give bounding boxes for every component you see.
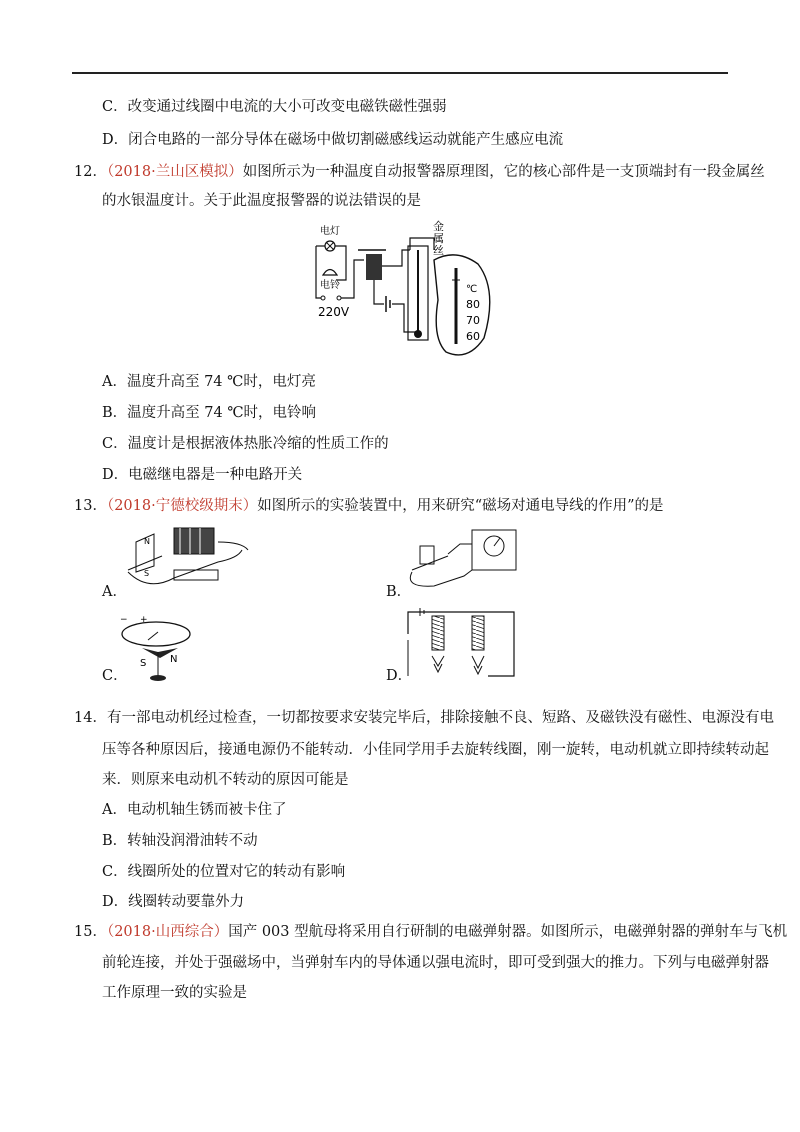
q13-label-a: A．	[102, 584, 127, 600]
svg-text:N: N	[170, 654, 178, 665]
q15-source: （2018·山西综合）	[106, 924, 229, 940]
svg-text:−: −	[120, 615, 128, 625]
tick-70: 70	[466, 314, 480, 327]
q14-option-c: C．线圈所处的位置对它的转动有影响	[102, 864, 346, 880]
q13-label-d: D．	[386, 668, 413, 684]
q13-label-b: B．	[386, 584, 412, 600]
voltage-label: 220V	[318, 305, 350, 319]
q15-number: 15．	[74, 924, 107, 940]
magnified-view	[434, 255, 490, 355]
q13-label-c: C．	[102, 668, 128, 684]
q12-number: 12．	[74, 164, 107, 180]
q13-stem	[74, 496, 664, 516]
tick-80: 80	[466, 298, 480, 311]
q13-number: 13．	[74, 498, 107, 514]
q12-option-b: B．温度升高至 74 ℃时，电铃响	[102, 405, 317, 421]
q12-stem-line2: 的水银温度计。关于此温度报警器的说法错误的是	[102, 193, 421, 209]
wire-char-3: 丝	[433, 244, 444, 257]
q15-text1: 国产 003 型航母将采用自行研制的电磁弹射器。如图所示，电磁弹射器的弹射车与飞机	[228, 924, 788, 940]
lamp-label: 电灯	[320, 226, 340, 237]
svg-text:S: S	[144, 569, 150, 578]
q15-stem-line2: 前轮连接，并处于强磁场中，当弹射车内的导体通以强电流时，即可受到强大的推力。下列与电磁弹射器	[102, 955, 769, 971]
q13-figure-b	[404, 526, 524, 592]
q12-source: （2018·兰山区模拟）	[106, 164, 243, 180]
q12-text1: 如图所示为一种温度自动报警器原理图，它的核心部件是一支顶端封有一段金属丝	[242, 164, 765, 180]
q14-stem-line1: 14．有一部电动机经过检查，一切都按要求安装完毕后，排除接触不良、短路、及磁铁没有磁性、电源没有电	[74, 710, 774, 726]
q12-option-c: C．温度计是根据液体热胀冷缩的性质工作的	[102, 436, 389, 452]
svg-text:+: +	[140, 615, 148, 625]
svg-text:S: S	[140, 658, 147, 669]
wire-char-2: 属	[433, 232, 444, 245]
q13-text: 如图所示的实验装置中，用来研究“磁场对通电导线的作用”的是	[257, 498, 664, 514]
q13-source: （2018·宁德校级期末）	[106, 498, 258, 514]
relay-coil	[366, 254, 382, 280]
q12-option-d: D．电磁继电器是一种电路开关	[102, 467, 303, 483]
q14-stem-line3: 来．则原来电动机不转动的原因可能是	[102, 772, 349, 788]
q11-option-c: C．改变通过线圈中电流的大小可改变电磁铁磁性强弱	[102, 99, 447, 115]
q13-figure-c	[118, 612, 198, 684]
q11-option-d: D．闭合电路的一部分导体在磁场中做切割磁感线运动就能产生感应电流	[102, 132, 564, 148]
bell-icon	[323, 270, 337, 276]
unit-label: ℃	[466, 284, 478, 295]
q15-stem-line3: 工作原理一致的实验是	[102, 985, 247, 1001]
q12-stem-line1	[74, 162, 765, 182]
q13-figure-d	[404, 606, 522, 684]
q15-stem-line1	[74, 922, 787, 942]
tick-60: 60	[466, 330, 480, 343]
q14-option-b: B．转轴没润滑油转不动	[102, 833, 258, 849]
wire-char-1: 金	[433, 220, 444, 233]
q14-option-d: D．线圈转动要靠外力	[102, 894, 245, 910]
q12-alarm-figure	[306, 220, 504, 362]
q12-option-a: A．温度升高至 74 ℃时，电灯亮	[102, 374, 316, 390]
bell-label: 电铃	[320, 280, 340, 291]
q14-option-a: A．电动机轴生锈而被卡住了	[102, 802, 287, 818]
q13-figure-a	[118, 522, 258, 592]
header-rule	[72, 72, 728, 74]
svg-text:N: N	[144, 537, 150, 546]
q14-stem-line2: 压等各种原因后，接通电源仍不能转动．小佳同学用手去旋转线圈，刚一旋转，电动机就立即持续转动起	[102, 742, 769, 758]
